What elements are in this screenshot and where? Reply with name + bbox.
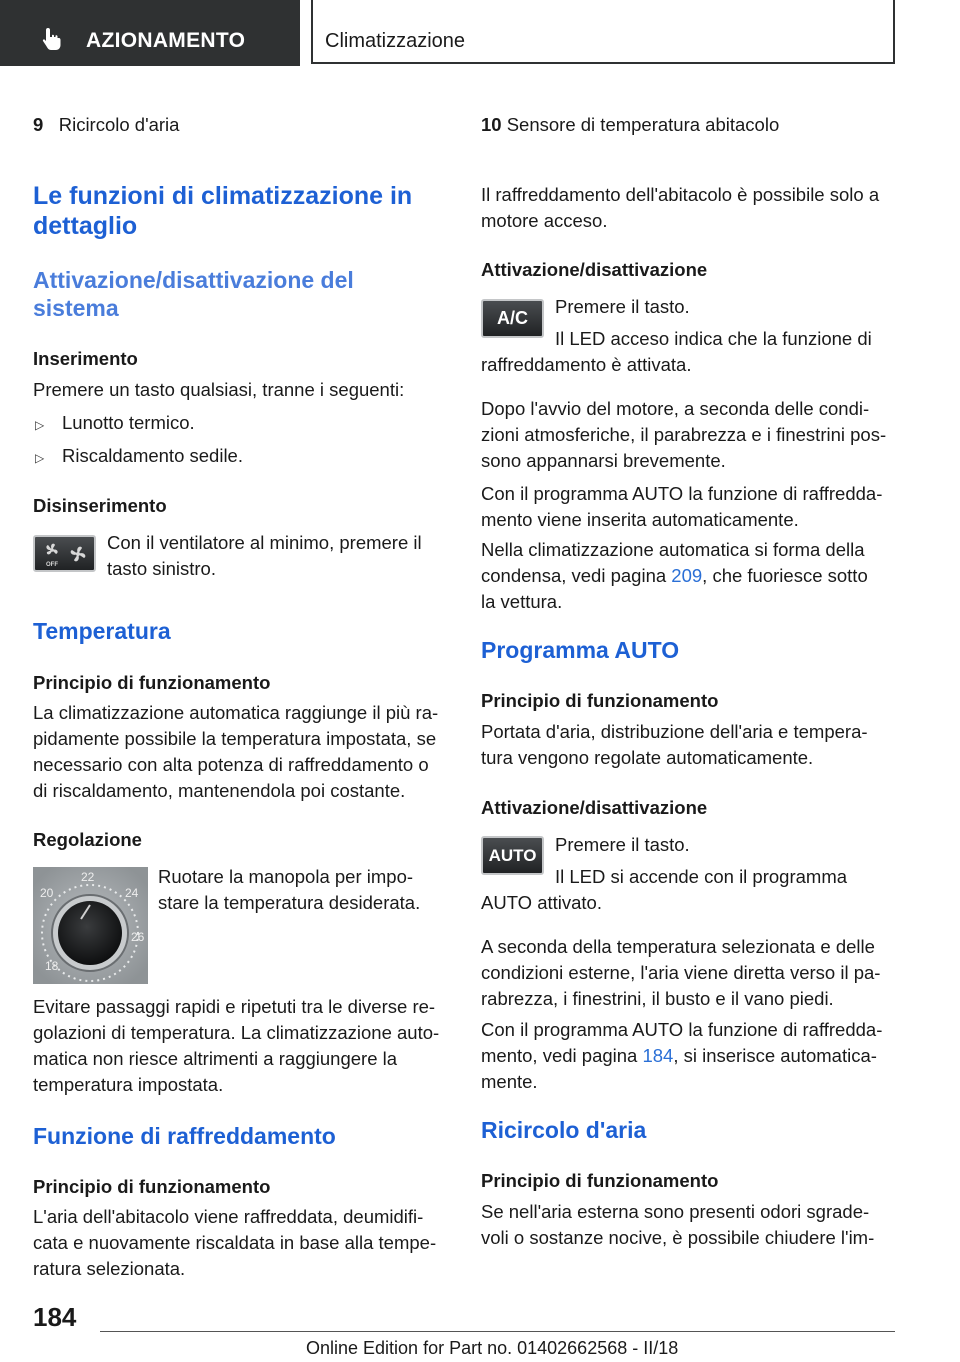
evitare-text-1: Evitare passaggi rapidi e ripetuti tra le diverse re-	[33, 996, 436, 1017]
con-auto-2-text-2: mento, vedi pagina 184, si inserisce automatica-	[481, 1045, 877, 1066]
ricircolo-heading: Ricircolo d'aria	[481, 1117, 647, 1143]
attivazione-heading-2: Attivazione/disattivazione	[481, 797, 708, 818]
nella-text-1: Nella climatizzazione automatica si forma della	[481, 539, 865, 560]
nella-text-2: condensa, vedi pagina 209, che fuoriesce sotto	[481, 565, 868, 586]
activation-heading: Attivazione/disattivazione del sistema	[33, 267, 354, 321]
dopo-text-1: Dopo l'avvio del motore, a seconda delle condi-	[481, 398, 870, 419]
ac-text-3: raffreddamento è attivata.	[481, 354, 692, 375]
page-link-184[interactable]: 184	[642, 1045, 674, 1066]
principio-heading-2: Principio di funzionamento	[33, 1176, 271, 1197]
principio-text-4b: voli o sostanze nocive, è possibile chiudere l'im-	[481, 1227, 875, 1248]
principio-text-1c: necessario con alta potenza di raffreddamento o	[33, 754, 429, 775]
regolazione-text-1: Ruotare la manopola per impo-	[158, 866, 414, 887]
evitare-text-3: matica non riesce altrimenti a raggiungere la	[33, 1048, 398, 1069]
knob-label-20: 20	[40, 886, 54, 900]
knob-label-18: 18	[45, 959, 59, 973]
raffreddamento-heading: Funzione di raffreddamento	[33, 1123, 336, 1149]
section-tab-label: AZIONAMENTO	[86, 29, 246, 52]
principio-text-2a: L'aria dell'abitacolo viene raffreddata, deumidifi-	[33, 1206, 424, 1227]
regolazione-heading: Regolazione	[33, 829, 142, 850]
principio-heading-3: Principio di funzionamento	[481, 690, 719, 711]
legend-number: 9	[33, 114, 44, 135]
legend-text: Sensore di temperatura abitacolo	[506, 114, 780, 135]
legend-item-10	[481, 112, 779, 138]
nella-text-3: la vettura.	[481, 591, 563, 612]
principio-text-1d: di riscaldamento, mantenendola poi costante.	[33, 780, 406, 801]
principio-heading-4: Principio di funzionamento	[481, 1170, 719, 1191]
footer-divider	[100, 1331, 895, 1332]
principio-text-2c: ratura selezionata.	[33, 1258, 186, 1279]
ac-text-1: Premere il tasto.	[555, 296, 690, 317]
edition-text: Online Edition for Part no. 01402662568 - II/18	[306, 1338, 679, 1358]
knob-label-22: 22	[81, 870, 95, 884]
temperatura-heading: Temperatura	[33, 618, 171, 644]
evitare-text-4: temperatura impostata.	[33, 1074, 224, 1095]
bullet-marker: ▷	[35, 418, 45, 432]
principio-text-1a: La climatizzazione automatica raggiunge il più ra-	[33, 702, 439, 723]
knob-label-24: 24	[125, 886, 139, 900]
principio-text-3b: tura vengono regolate automaticamente.	[481, 747, 814, 768]
disinserimento-text-2: tasto sinistro.	[107, 558, 216, 579]
temperature-knob-image	[33, 867, 148, 984]
con-auto-text-1: Con il programma AUTO la funzione di raffredda-	[481, 483, 883, 504]
chapter-title: Climatizzazione	[325, 30, 466, 52]
ac-button-image: A/C	[481, 299, 544, 338]
regolazione-text-2: stare la temperatura desiderata.	[158, 892, 421, 913]
principio-heading-1: Principio di funzionamento	[33, 672, 271, 693]
disinserimento-heading: Disinserimento	[33, 495, 167, 516]
bullet-marker: ▷	[35, 451, 45, 465]
legend-text: Ricircolo d'aria	[58, 114, 180, 135]
fan-icon	[68, 544, 88, 564]
knob-label-26: 26	[131, 930, 145, 944]
main-heading: Le funzioni di climatizzazione in dettaglio	[33, 182, 413, 240]
principio-text-1b: pidamente possibile la temperatura impostata, se	[33, 728, 437, 749]
aseconda-text-3: rabrezza, i finestrini, il busto e il vano piedi.	[481, 988, 834, 1009]
hand-pointer-icon	[40, 26, 66, 52]
off-label: OFF	[46, 561, 59, 568]
raff-text-2: motore acceso.	[481, 210, 608, 231]
con-auto-2-text-1: Con il programma AUTO la funzione di raffredda-	[481, 1019, 883, 1040]
dopo-text-2: zioni atmosferiche, il parabrezza e i finestrini pos-	[481, 424, 887, 445]
auto-button-image: AUTO	[481, 836, 544, 875]
bullet-item: Riscaldamento sedile.	[62, 445, 243, 466]
page-number: 184	[33, 1302, 77, 1332]
section-tab-bar	[0, 0, 300, 66]
principio-text-3a: Portata d'aria, distribuzione dell'aria e tempera-	[481, 721, 868, 742]
inserimento-text: Premere un tasto qualsiasi, tranne i seguenti:	[33, 379, 405, 400]
legend-number: 10	[481, 114, 502, 135]
bullet-item: Lunotto termico.	[62, 412, 195, 433]
con-auto-text-2: mento viene inserita automaticamente.	[481, 509, 799, 530]
inserimento-heading: Inserimento	[33, 348, 138, 369]
principio-text-2b: cata e nuovamente riscaldata in base alla tempe-	[33, 1232, 437, 1253]
dopo-text-3: sono appannarsi brevemente.	[481, 450, 726, 471]
auto-text-2: Il LED si accende con il programma	[555, 866, 848, 887]
legend-item-9	[33, 112, 179, 138]
aseconda-text-2: condizioni esterne, l'aria viene diretta verso il pa-	[481, 962, 881, 983]
page-link-209[interactable]: 209	[671, 565, 703, 586]
disinserimento-text-1: Con il ventilatore al minimo, premere il	[107, 532, 422, 553]
attivazione-heading-1: Attivazione/disattivazione	[481, 259, 708, 280]
principio-text-4a: Se nell'aria esterna sono presenti odori sgrade-	[481, 1201, 870, 1222]
raff-text-1: Il raffreddamento dell'abitacolo è possibile solo a	[481, 184, 880, 205]
evitare-text-2: golazioni di temperatura. La climatizzazione auto-	[33, 1022, 440, 1043]
aseconda-text-1: A seconda della temperatura selezionata e delle	[481, 936, 875, 957]
auto-text-3: AUTO attivato.	[481, 892, 602, 913]
con-auto-2-text-3: mente.	[481, 1071, 538, 1092]
fan-minimum-icon	[41, 540, 63, 568]
fan-off-button-image	[33, 535, 96, 572]
auto-heading: Programma AUTO	[481, 637, 680, 663]
ac-text-2: Il LED acceso indica che la funzione di	[555, 328, 872, 349]
auto-text-1: Premere il tasto.	[555, 834, 690, 855]
